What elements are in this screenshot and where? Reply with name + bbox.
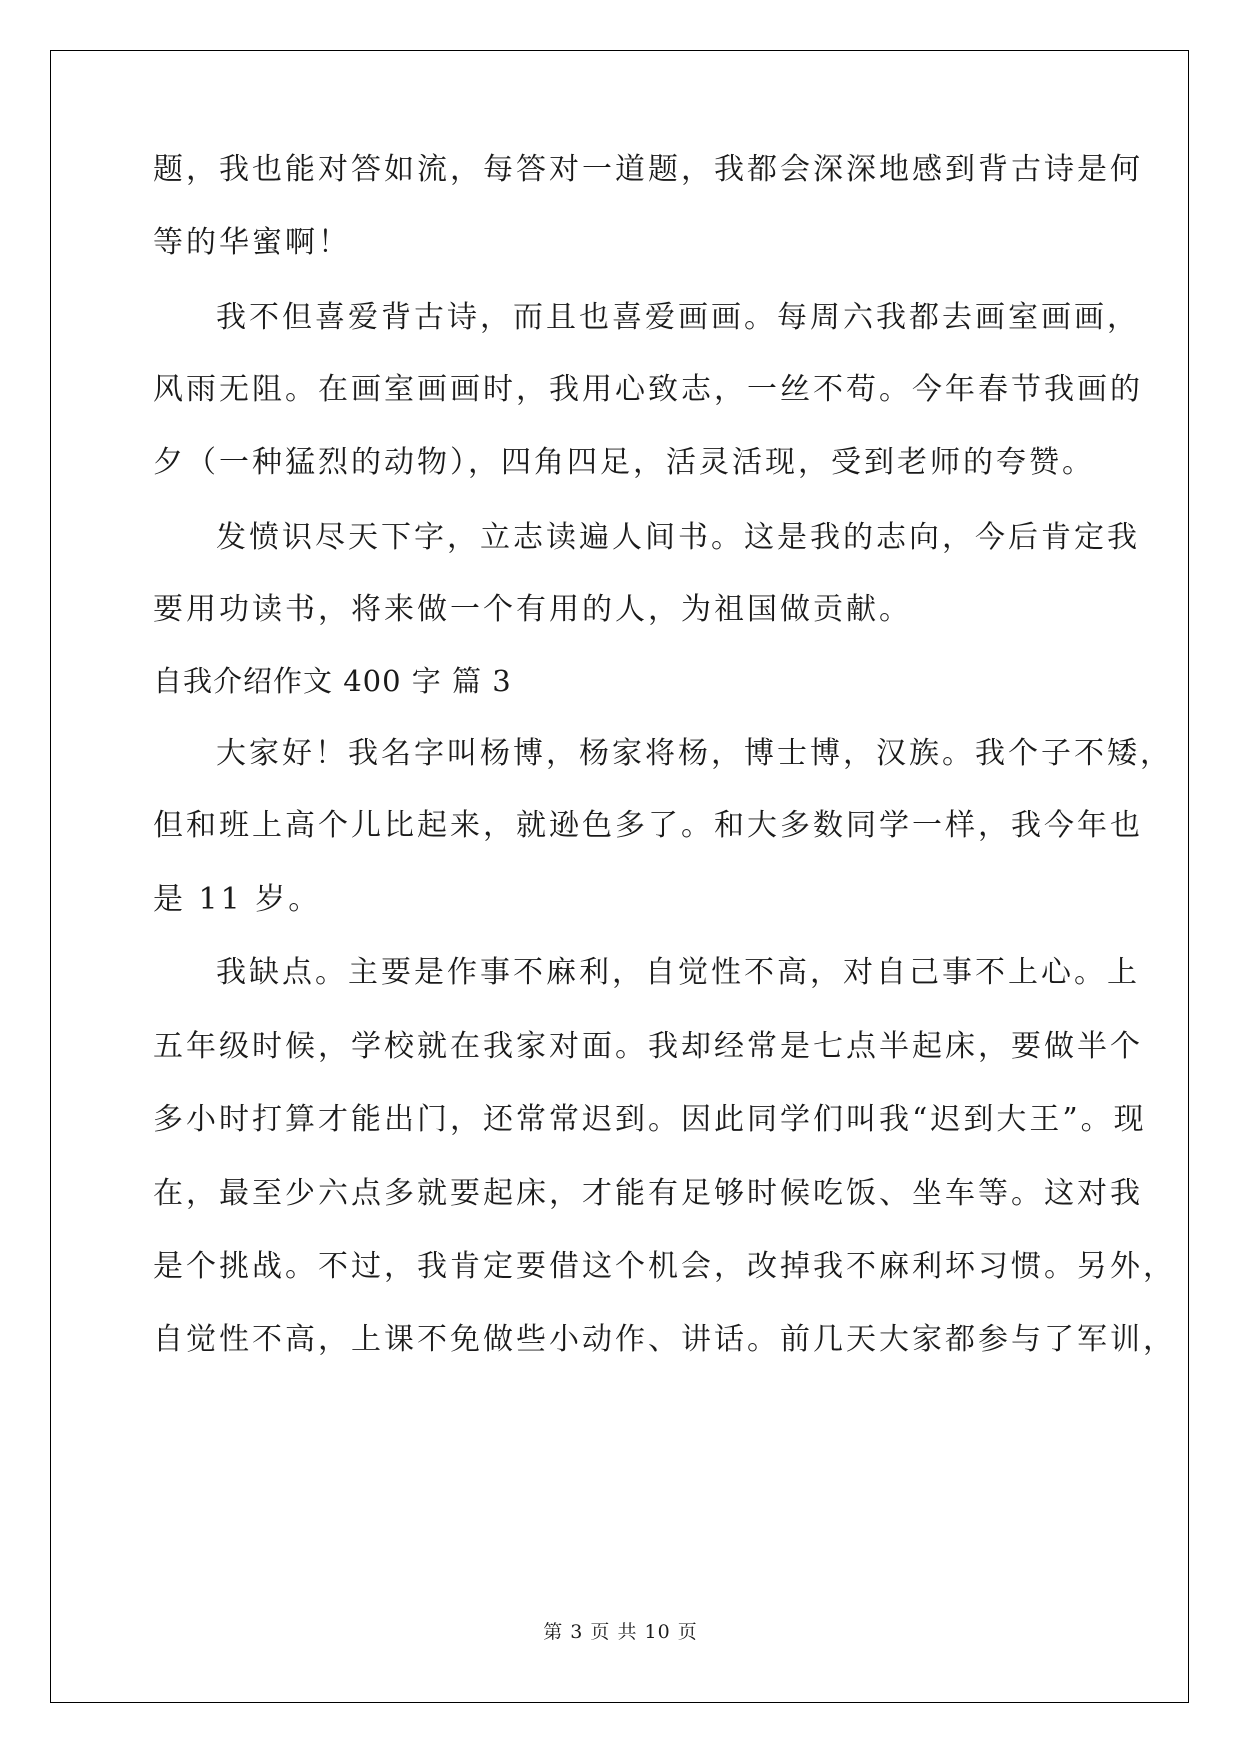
section-heading: 自我介绍作文 400 字 篇 3	[153, 664, 512, 698]
body-line: 风雨无阻。在画室画画时，我用心致志，一丝不苟。今年春节我画的	[153, 372, 1143, 407]
body-line: 多小时打算才能出门，还常常迟到。因此同学们叫我“迟到大王”。现	[153, 1102, 1147, 1137]
body-line: 是个挑战。不过，我肯定要借这个机会，改掉我不麻利坏习惯。另外，	[153, 1249, 1176, 1284]
paragraph-first-line: 大家好！我名字叫杨博，杨家将杨，博士博，汉族。我个子不矮，	[216, 736, 1173, 771]
body-line: 要用功读书，将来做一个有用的人，为祖国做贡献。	[153, 592, 912, 627]
body-line: 在，最至少六点多就要起床，才能有足够时候吃饭、坐车等。这对我	[153, 1176, 1143, 1211]
body-line: 题，我也能对答如流，每答对一道题，我都会深深地感到背古诗是何	[153, 152, 1143, 187]
body-line: 自觉性不高，上课不免做些小动作、讲话。前几天大家都参与了军训，	[153, 1322, 1176, 1357]
body-line: 等的华蜜啊！	[153, 225, 351, 260]
body-line: 五年级时候，学校就在我家对面。我却经常是七点半起床，要做半个	[153, 1029, 1143, 1064]
body-line: 夕（一种猛烈的动物），四角四足，活灵活现，受到老师的夸赞。	[153, 445, 1095, 480]
paragraph-first-line: 发愤识尽天下字，立志读遍人间书。这是我的志向，今后肯定我	[216, 520, 1140, 555]
paragraph-first-line: 我不但喜爱背古诗，而且也喜爱画画。每周六我都去画室画画，	[216, 300, 1140, 335]
body-line: 是 11 岁。	[153, 882, 322, 917]
paragraph-first-line: 我缺点。主要是作事不麻利，自觉性不高，对自己事不上心。上	[216, 955, 1140, 990]
body-line: 但和班上高个儿比起来，就逊色多了。和大多数同学一样，我今年也	[153, 808, 1143, 843]
page-footer: 第 3 页 共 10 页	[543, 1621, 698, 1643]
